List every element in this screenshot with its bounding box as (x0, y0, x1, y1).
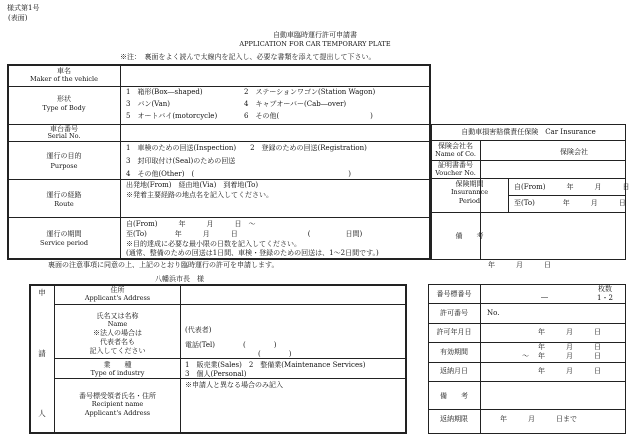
insurance-period-from[interactable]: 自(From) 年 月 日 (514, 183, 630, 191)
tel-field-2[interactable]: ( ) (258, 350, 292, 358)
recipient-label-en-2: Applicant's Address (84, 409, 151, 417)
row-line (428, 381, 626, 382)
recipient-note: ※申請人と異なる場合のみ記入 (185, 381, 283, 389)
body-option-5[interactable]: 5 オートバイ(motorcycle) (126, 112, 218, 120)
period-note-2: (通常、整備のための回送は1日間、車検・登録のための回送は、1〜2日間です。) (126, 249, 379, 257)
return-deadline-label: 返納期限 (440, 415, 468, 423)
route-label-en: Route (54, 200, 74, 208)
voucher-label: 証明書番号 (438, 161, 473, 169)
form-number: 様式第1号 (7, 4, 40, 12)
address-label-en: Applicant's Address (84, 294, 151, 302)
valid-period-label: 有効期間 (440, 348, 468, 356)
serial-label-en: Serial No. (47, 132, 81, 140)
col-line (508, 178, 509, 212)
body-option-2[interactable]: 2 ステーションワゴン(Station Wagon) (244, 88, 376, 96)
form-title: 自動車臨時運行許可申請書 (273, 31, 357, 39)
plate-dash: ― (541, 293, 548, 301)
period-from[interactable]: 自(From) 年 月 日 〜 (126, 220, 256, 228)
row-line (428, 303, 626, 304)
return-date-value: 年 月 日 (538, 367, 601, 375)
recipient-label-en-1: Recipient name (91, 400, 144, 408)
permit-date-value: 年 月 日 (538, 328, 601, 336)
declaration-text: 裏面の注意事項に同意の上、上記のとおり臨時運行の許可を申請します。 (48, 261, 279, 269)
row-line (428, 362, 626, 363)
sheets-value: 1・2 (597, 294, 613, 302)
col-line (480, 284, 481, 434)
valid-to: 年 月 日 (538, 352, 601, 360)
label-divider (120, 65, 121, 259)
purpose-label-en: Purpose (50, 162, 78, 170)
period-to[interactable]: 至(To) 年 月 日 ( 日間) (126, 230, 363, 238)
form-note: ※注： 裏面をよく読んで太線内を記入し、必要な書類を添えて提出して下さい。 (120, 53, 376, 61)
recipient-label: 番号標受領者氏名・住所 (79, 392, 156, 400)
route-label: 運行の経路 (46, 191, 82, 199)
name-label: 氏名又は名称 (96, 312, 139, 320)
address-label: 住所 (110, 286, 125, 294)
maker-label: 車名 (57, 67, 71, 75)
row-line (428, 323, 626, 324)
body-option-6[interactable]: 6 その他( ) (244, 112, 373, 120)
serial-label: 車台番号 (50, 125, 78, 133)
row-line (55, 378, 406, 379)
name-note-2: 代表者名も (100, 338, 135, 346)
period-label: 運行の期間 (46, 230, 82, 238)
col-line (180, 285, 181, 433)
row-line (431, 178, 626, 179)
applicant-side-1: 申 (38, 288, 46, 297)
return-deadline-value: 年 月 日まで (500, 415, 577, 423)
purpose-label: 運行の目的 (46, 152, 82, 160)
row-line (8, 86, 430, 87)
declaration-date[interactable]: 年 月 日 (488, 261, 551, 269)
form-title-en: APPLICATION FOR CAR TEMPORARY PLATE (239, 40, 391, 48)
voucher-label-en: Voucher No. (435, 169, 476, 177)
insurance-period-label-en-2: Period (458, 197, 481, 205)
route-line-1: 出発地(From) 経由地(Via) 到着地(To) (126, 181, 259, 189)
industry-options-1-2[interactable]: 1 販売業(Sales) 2 整備業(Maintenance Services) (185, 361, 366, 369)
row-line (8, 141, 430, 142)
route-line-2: ※発着主要経路の地点名を記入してください。 (126, 191, 273, 199)
applicant-side-2: 請 (38, 349, 46, 358)
industry-label-en: Type of industry (90, 369, 145, 377)
body-option-1[interactable]: 1 箱形(Box―shaped) (126, 88, 203, 96)
return-date-label: 返納月日 (440, 367, 468, 375)
insurance-period-label: 保険期間 (455, 180, 484, 188)
body-option-4[interactable]: 4 キャブオーバー(Cab―over) (244, 100, 347, 108)
valid-from: 年 月 日 (538, 343, 601, 351)
body-label: 形状 (57, 95, 71, 103)
name-note-1: ※法人の場合は (93, 329, 142, 337)
purpose-option-3[interactable]: 3 封印取付け(Seal)のための回送 (126, 157, 236, 165)
permit-number-value: No. (487, 309, 500, 317)
row-line (428, 409, 626, 410)
row-line (431, 140, 626, 141)
insurance-header: 自動車損害賠償責任保険 Car Insurance (461, 128, 596, 136)
body-label-en: Type of Body (42, 104, 86, 112)
maker-label-en: Maker of the vehicle (30, 75, 98, 83)
purpose-option-1-2[interactable]: 1 車検のための回送(Inspection) 2 登録のための回送(Registration) (126, 144, 367, 152)
row-line (55, 358, 406, 359)
row-line (55, 304, 406, 305)
tel-field[interactable]: 電話(Tel) ( ) (185, 341, 277, 349)
plate-number-label: 番号標番号 (436, 290, 472, 298)
office-remarks-label: 備 考 (440, 392, 468, 400)
representative-label: (代表者) (185, 326, 212, 334)
body-option-3[interactable]: 3 バン(Van) (126, 100, 171, 108)
insurance-company-label: 保険会社名 (438, 142, 473, 150)
valid-tilde: 〜 (522, 352, 529, 360)
permit-number-label: 許可番号 (440, 309, 468, 317)
industry-label: 業 種 (103, 361, 132, 369)
permit-date-label: 許可年月日 (436, 328, 472, 336)
row-line (8, 179, 430, 180)
industry-option-3[interactable]: 3 個人(Personal) (185, 370, 247, 378)
row-line (8, 217, 430, 218)
insurance-remarks-label: 備 考 (455, 232, 484, 240)
applicant-side-3: 人 (38, 409, 46, 418)
row-line (431, 212, 626, 213)
form-side: (表面) (8, 14, 28, 22)
row-line (508, 195, 626, 196)
addressee: 八幡浜市長 様 (155, 275, 204, 283)
sheets-label: 枚数 (598, 285, 612, 293)
insurance-company-suffix: 保険会社 (560, 148, 588, 156)
purpose-option-4[interactable]: 4 その他(Other) ( ) (126, 170, 351, 178)
period-label-en: Service period (40, 239, 88, 247)
insurance-company-label-en: Name of Co. (435, 150, 476, 158)
name-label-en: Name (107, 320, 128, 328)
insurance-period-label-en-1: Insurannce (450, 188, 489, 196)
insurance-period-to[interactable]: 至(To) 年 月 日 (514, 199, 626, 207)
period-note-1: ※目的達成に必要な最小限の日数を記入してください。 (126, 240, 301, 248)
name-note-3: 記入してください (89, 347, 146, 355)
